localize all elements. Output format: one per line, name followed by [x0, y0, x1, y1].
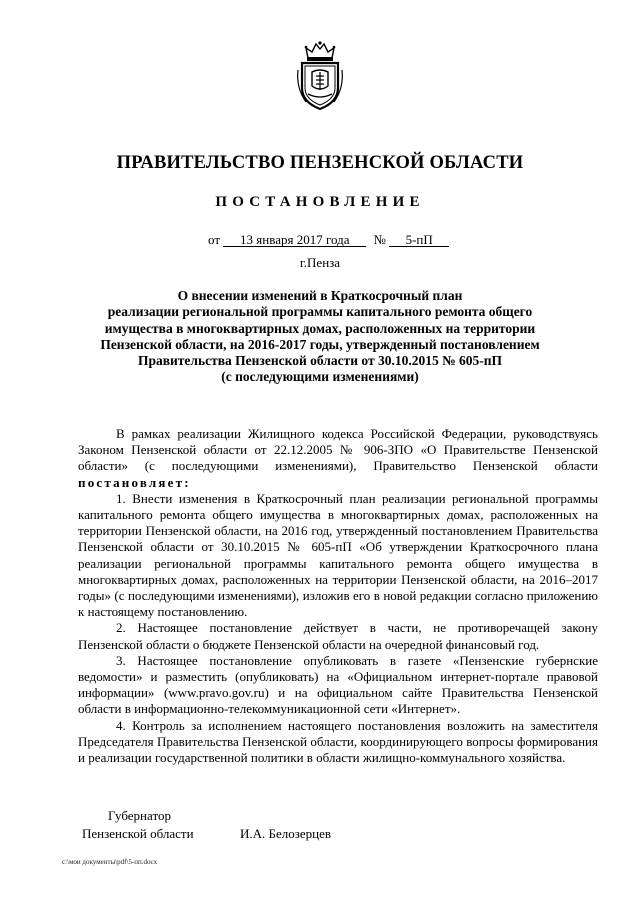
signatory-position-line1: Губернатор — [108, 808, 171, 823]
preamble-text: В рамках реализации Жилищного кодекса Российской Федерации, руководствуясь Законом Пензенской области от 22.12.2005 № 906-ЗПО «О Правительстве Пензенской области» (с последующими изменениями), Правительство Пензенской области — [78, 426, 598, 474]
document-type-heading: ПОСТАНОВЛЕНИЕ — [215, 194, 425, 210]
number-prefix: № — [373, 232, 386, 247]
signatory-position-line2: Пензенской области — [82, 826, 194, 841]
title-line: О внесении изменений в Краткосрочный план — [177, 288, 463, 303]
signatory-name: И.А. Белозерцев — [240, 826, 332, 841]
file-path-footer: c:\мои документы\pdf\5-пп.docx — [62, 858, 158, 866]
document-title — [86, 288, 554, 386]
item-paragraph: 3. Настоящее постановление опубликовать в газете «Пензенские губернские ведомости» и разместить (опубликовать) на «Официальном интернет-портале правовой информации» (www.pravo.gov.ru) и на официальном сайте Правительства Пензенской области в информационно-телекоммуникационной сети «Интернет». — [78, 652, 598, 717]
item-paragraph: 1. Внести изменения в Краткосрочный план реализации региональной программы капитального ремонта общего имущества в многоквартирных домах, расположенных на территории Пензенской области, на 2016 год, утвержденный постановлением Правительства Пензенской области от 30.10.2015 № 605-пП «Об утверждении Краткосрочного плана реализации региональной программы капитального ремонта общего имущества в многоквартирных домах, расположенных на территории Пензенской области, на 2016–2017 годы» (с последующими изменениями), изложив его в новой редакции согласно приложению к настоящему постановлению. — [78, 490, 598, 620]
title-line: Пензенской области, на 2016-2017 годы, утвержденный постановлением — [100, 336, 540, 352]
document-body — [78, 426, 598, 766]
organization-heading: ПРАВИТЕЛЬСТВО ПЕНЗЕНСКОЙ ОБЛАСТИ — [116, 153, 524, 173]
coat-of-arms-icon — [294, 40, 346, 112]
title-line: (с последующими изменениями) — [221, 369, 419, 385]
city: г.Пенза — [299, 255, 341, 270]
date-prefix: от — [208, 232, 221, 247]
item-paragraph: 4. Контроль за исполнением настоящего постановления возложить на заместителя Председателя Правительства Пензенской области, координирующего вопросы формирования и реализации государственной политики в области жилищно-коммунального хозяйства. — [78, 717, 598, 766]
document-date: 13 января 2017 года — [223, 233, 366, 247]
document-number: 5-пП — [389, 233, 449, 247]
title-line: реализации региональной программы капитального ремонта общего — [107, 304, 533, 320]
item-paragraph: 2. Настоящее постановление действует в части, не противоречащей закону Пензенской области о бюджете Пензенской области на очередной финансовый год. — [78, 620, 598, 652]
preamble-paragraph — [78, 426, 598, 491]
decree-word: постановляет: — [78, 474, 191, 490]
title-line: имущества в многоквартирных домах, расположенных на территории — [104, 320, 536, 336]
title-line: Правительства Пензенской области от 30.10.2015 № 605-пП — [137, 353, 503, 369]
date-number-line — [208, 232, 449, 248]
